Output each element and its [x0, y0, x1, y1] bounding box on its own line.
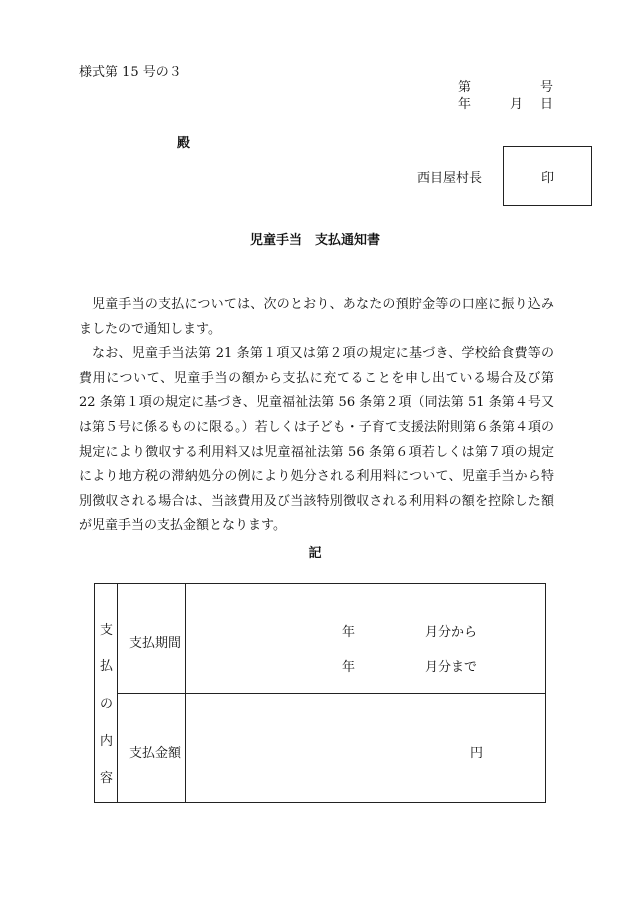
period-label: 支払期間 — [129, 636, 182, 651]
period-to-year: 年 — [342, 660, 356, 675]
vertical-label-char: 容 — [100, 771, 114, 786]
period-from-year: 年 — [342, 625, 356, 640]
number-dai: 第 — [458, 80, 472, 95]
seal-box — [503, 146, 592, 206]
document-title: 児童手当 支払通知書 — [249, 233, 380, 248]
body-paragraph-1: 児童手当の支払については、次のとおり、あなたの預貯金等の口座に振り込みましたので通知します。 — [79, 297, 554, 337]
date-month: 月 — [510, 97, 524, 112]
body-paragraph-2: なお、児童手当法第 21 条第１項又は第２項の規定に基づき、学校給食費等の費用について、児童手当の額から支払に充てることを申し出ている場合及び第 22 条第１項の規定に基づき、児童福祉法第 56 条第２項（同法第 51 条第４号又は第５号に係るものに限る。）若しくは子ども・子育て支援法附則第６条第４項の規定により徴収する利用料又は児童福祉法第 56 条第６項若しくは第７項の規定により地方税の滞納処分の例により処分される利用料について、児童手当から特別徴収される場合は、当該費用及び当該特別徴収される利用料の額を控除した額が児童手当の支払金額となります。 — [79, 346, 554, 534]
vertical-label-char: 払 — [100, 659, 114, 674]
vertical-label-char: 支 — [100, 623, 114, 638]
date-line — [458, 93, 553, 112]
issuer-name: 西目屋村長 — [417, 171, 483, 186]
table-divider-horizontal — [117, 693, 545, 694]
payment-details-table — [94, 583, 546, 803]
body-text — [79, 293, 554, 539]
number-go: 号 — [539, 80, 553, 95]
date-year: 年 — [458, 97, 472, 112]
form-number: 様式第 15 号の３ — [79, 65, 182, 80]
vertical-label-column — [95, 584, 118, 802]
period-from-month: 月分から — [425, 625, 478, 640]
addressee-suffix: 殿 — [177, 136, 191, 151]
vertical-label-char: の — [100, 697, 114, 712]
amount-label: 支払金額 — [129, 746, 182, 761]
date-day: 日 — [539, 97, 553, 112]
vertical-label-char: 内 — [100, 734, 114, 749]
period-to-month: 月分まで — [425, 660, 478, 675]
ki-heading: 記 — [308, 546, 322, 561]
amount-unit: 円 — [470, 746, 484, 761]
seal-label: 印 — [540, 170, 554, 186]
